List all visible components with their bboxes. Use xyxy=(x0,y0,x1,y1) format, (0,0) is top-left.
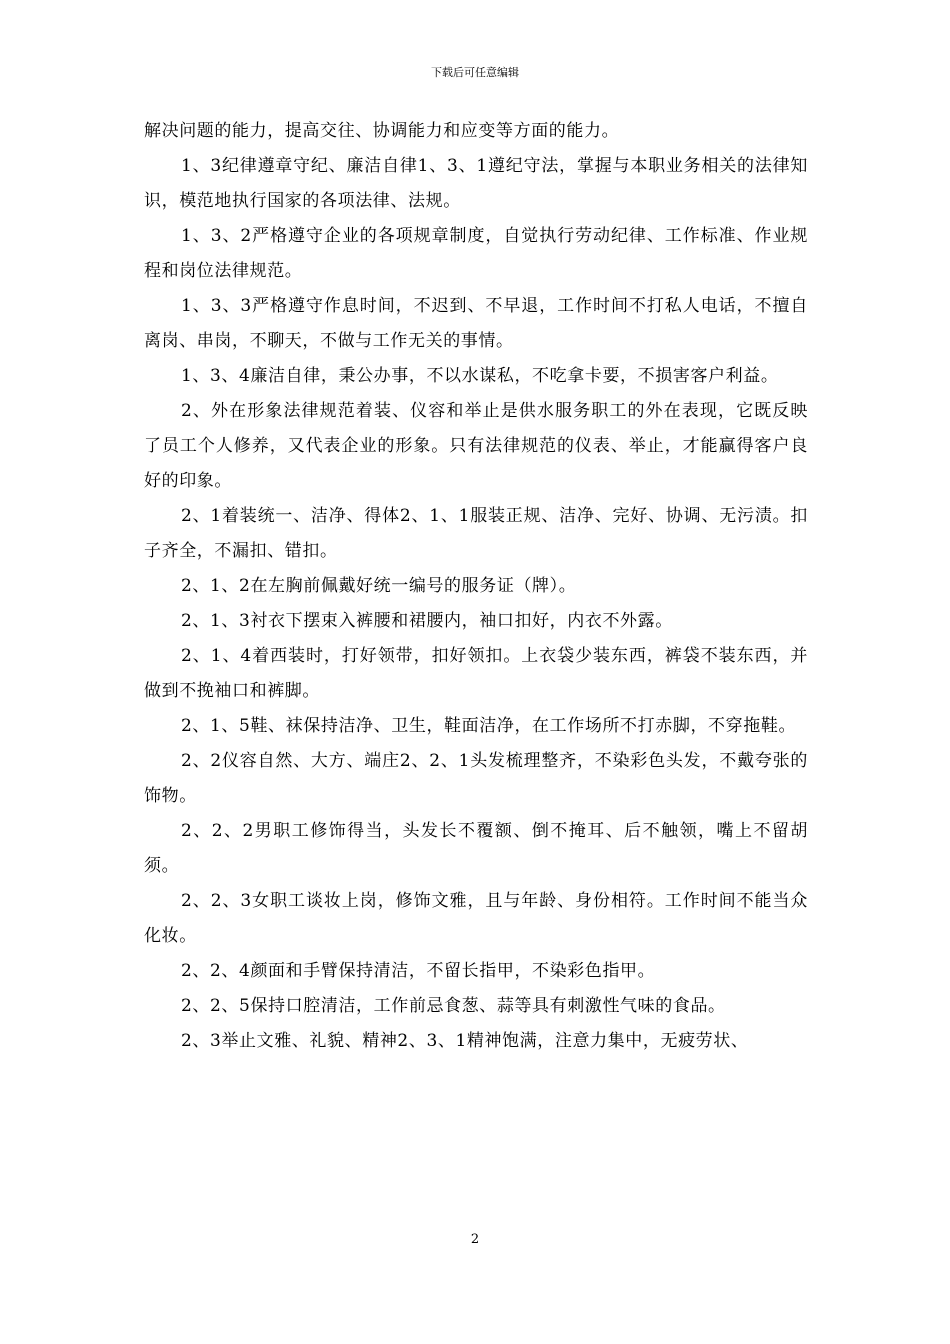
paragraph: 2、1、3衬衣下摆束入裤腰和裙腰内，袖口扣好，内衣不外露。 xyxy=(181,611,673,631)
paragraph: 2、1、4着西装时，打好领带，扣好领扣。上衣袋少装东西，裤袋不装东西，并做到不挽袖口和裤脚。 xyxy=(144,646,808,701)
document-body xyxy=(144,114,808,1059)
paragraph: 1、3、3严格遵守作息时间，不迟到、不早退，工作时间不打私人电话，不擅自离岗、串岗，不聊天，不做与工作无关的事情。 xyxy=(144,296,808,351)
paragraph: 2、外在形象法律规范着装、仪容和举止是供水服务职工的外在表现，它既反映了员工个人修养，又代表企业的形象。只有法律规范的仪表、举止，才能赢得客户良好的印象。 xyxy=(144,401,808,491)
paragraph: 1、3纪律遵章守纪、廉洁自律1、3、1遵纪守法，掌握与本职业务相关的法律知识，模范地执行国家的各项法律、法规。 xyxy=(144,156,808,211)
paragraph: 1、3、4廉洁自律，秉公办事，不以水谋私，不吃拿卡要，不损害客户利益。 xyxy=(181,366,779,386)
paragraph: 2、3举止文雅、礼貌、精神2、3、1精神饱满，注意力集中，无疲劳状、 xyxy=(181,1031,749,1051)
paragraph: 解决问题的能力，提高交往、协调能力和应变等方面的能力。 xyxy=(144,121,620,141)
paragraph: 2、2仪容自然、大方、端庄2、2、1头发梳理整齐，不染彩色头发，不戴夸张的饰物。 xyxy=(144,751,808,806)
paragraph: 2、1着装统一、洁净、得体2、1、1服装正规、洁净、完好、协调、无污渍。扣子齐全，不漏扣、错扣。 xyxy=(144,506,808,561)
paragraph: 2、1、5鞋、袜保持洁净、卫生，鞋面洁净，在工作场所不打赤脚，不穿拖鞋。 xyxy=(181,716,797,736)
paragraph: 2、2、4颜面和手臂保持清洁，不留长指甲，不染彩色指甲。 xyxy=(181,961,656,981)
page-header: 下载后可任意编辑 xyxy=(431,66,519,79)
paragraph: 2、1、2在左胸前佩戴好统一编号的服务证（牌）。 xyxy=(181,576,577,596)
paragraph: 1、3、2严格遵守企业的各项规章制度，自觉执行劳动纪律、工作标准、作业规程和岗位法律规范。 xyxy=(144,226,808,281)
paragraph: 2、2、5保持口腔清洁，工作前忌食葱、蒜等具有刺激性气味的食品。 xyxy=(181,996,726,1016)
page-number: 2 xyxy=(470,1232,480,1247)
paragraph: 2、2、3女职工谈妆上岗，修饰文雅，且与年龄、身份相符。工作时间不能当众化妆。 xyxy=(144,891,808,946)
paragraph: 2、2、2男职工修饰得当，头发长不覆额、倒不掩耳、后不触领，嘴上不留胡须。 xyxy=(144,821,808,876)
